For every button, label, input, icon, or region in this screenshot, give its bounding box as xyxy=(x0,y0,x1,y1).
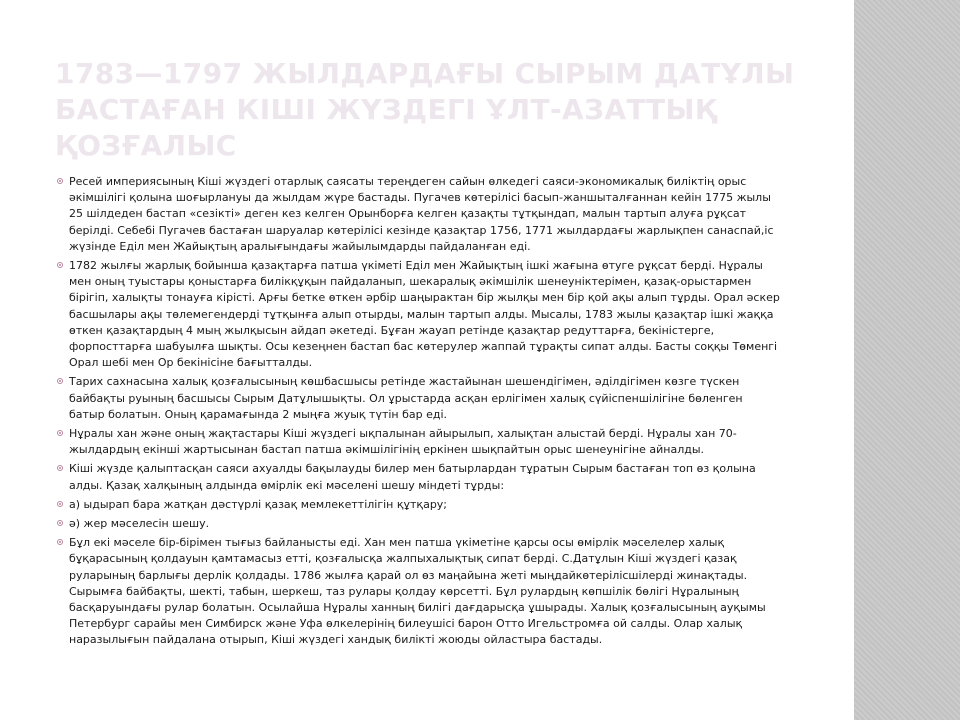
ring-bullet-icon xyxy=(57,539,63,545)
bullet-item xyxy=(57,497,780,513)
bullet-item xyxy=(57,461,780,493)
bullet-item xyxy=(57,258,780,371)
bullet-text: Ресей империясының Кіші жүздегі отарлық саясаты тереңдеген сайын өлкедегі саяси-экономикалық биліктің орыс әкімшілігі қолына шоғырлануы да жылдам жүре бастады. Пугачев көтерілісі басып-жаншыталғаннан кейін 1775 жылы 25 шілдеден бастап «сезікті» деген кез келген Орынборға келген қазақты тұтқындап, малын тартып алуға рұқсат берілді. Себебі Пугачев бастаған шаруалар көтерілісі кезінде қазақтар 1756, 1771 жылдардағы жарлықпен санаспай,іс жүзінде Еділ мен Жайықтың аралығындағы жайылымдарды пайдаланған еді. xyxy=(69,175,774,253)
bullet-item xyxy=(57,516,780,532)
bullet-text: Нұралы хан және оның жақтастары Кіші жүздегі ықпалынан айырылып, халықтан алыстай берді. Нұралы хан 70-жылдардың екінші жартысынан бастап патша әкімшілігінің еркінен шықпайтын орыс шенеунігіне айналды. xyxy=(69,427,737,457)
slide-title xyxy=(55,56,835,164)
ring-bullet-icon xyxy=(57,501,63,507)
ring-bullet-icon xyxy=(57,378,63,384)
bullet-text: Тарих сахнасына халық қозғалысының көшбасшысы ретінде жастайынан шешендігімен, әділдігімен көзге түскен байбақты руының басшысы Сырым Датұлышықты. Ол ұрыстарда асқан ерлігімен халық сүйіспеншілігіне бөленген батыр болатын. Оның қарамағында 2 мыңға жуық түтін бар еді. xyxy=(69,375,743,421)
slide-title-line-1: 1783—1797 ЖЫЛДАРДАҒЫ СЫРЫМ ДАТҰЛЫ xyxy=(55,57,795,90)
bullet-item xyxy=(57,426,780,458)
ring-bullet-icon xyxy=(57,262,63,268)
bullet-list xyxy=(57,174,780,652)
ring-bullet-icon xyxy=(57,520,63,526)
slide-title-line-2: БАСТАҒАН КІШІ ЖҮЗДЕГІ ҰЛТ-АЗАТТЫҚ ҚОЗҒАЛЫС xyxy=(55,93,717,162)
decorative-side-band xyxy=(854,0,960,720)
bullet-text: Бұл екі мәселе бір-бірімен тығыз байланысты еді. Хан мен патша үкіметіне қарсы осы өмірлік мәселелер халық бұқарасының қолдауын қамтамасыз етті, қозғалысқа жалпыхалықтық сипат берді. С.Датұлын Кіші жүздегі қазақ руларының барлығы дерлік қолдады. 1786 жылға қарай ол өз маңайына жеті мыңдайкөтерілісшілерді жинақтады. Сырымға байбақты, шекті, табын, шеркеш, таз рулары қолдау көрсетті. Бұл рулардың көпшілік бөлігі Нұралының басқаруындағы рулар болатын. Осылайша Нұралы ханның билігі дағдарысқа ұшырады. Халық қозғалысының ауқымы Петербург сарайы мен Симбирск және Уфа өлкелерінің билеушісі барон Отто Игельстромға ой салды. Олар халық наразылығын пайдалана отырып, Кіші жүздегі хандық билікті жоюды ойластыра бастады. xyxy=(69,536,766,647)
bullet-text: а) ыдырап бара жатқан дәстүрлі қазақ мемлекеттілігін құтқару; xyxy=(69,497,448,511)
ring-bullet-icon xyxy=(57,465,63,471)
bullet-text: Кіші жүзде қалыптасқан саяси ахуалды бақылауды билер мен батырлардан тұратын Сырым бастаған топ өз қолына алды. Қазақ халқының алдында өмірлік екі мәселені шешу міндеті тұрды: xyxy=(69,462,756,492)
bullet-item xyxy=(57,174,780,255)
bullet-item xyxy=(57,535,780,648)
ring-bullet-icon xyxy=(57,430,63,436)
bullet-item xyxy=(57,374,780,423)
bullet-text: 1782 жылғы жарлық бойынша қазақтарға патша үкіметі Еділ мен Жайықтың ішкі жағына өтуге рұқсат берді. Нұралы мен оның туыстары қоныстарға билікқұқын пайдаланып, шекаралық әкімшілік шенеуніктерімен, қазақ-орыстармен бірігіп, халықты тонауға кірісті. Арғы бетке өткен әрбір шаңырактан бір жылқы мен бір қой ақы алып тұрды. Орал әскер басшылары ақы төлемегендерді тұтқынға алып отырды, малын тартып алды. Мысалы, 1783 жылы қазақтар ішкі жаққа өткен қазақтардың 4 мың жылқысын айдап әкетеді. Бұған жауап ретінде қазақтар редуттарға, бекіністерге, форпосттарға шабуылға шықты. Осы кезеңнен бастап бас көтерулер жаппай тұрақты сипат алды. Басты соққы Төменгі Орал шебі мен Ор бекініcіне бағытталды. xyxy=(69,259,780,370)
bullet-text: ә) жер мәселесін шешу. xyxy=(69,517,210,531)
ring-bullet-icon xyxy=(57,178,63,184)
